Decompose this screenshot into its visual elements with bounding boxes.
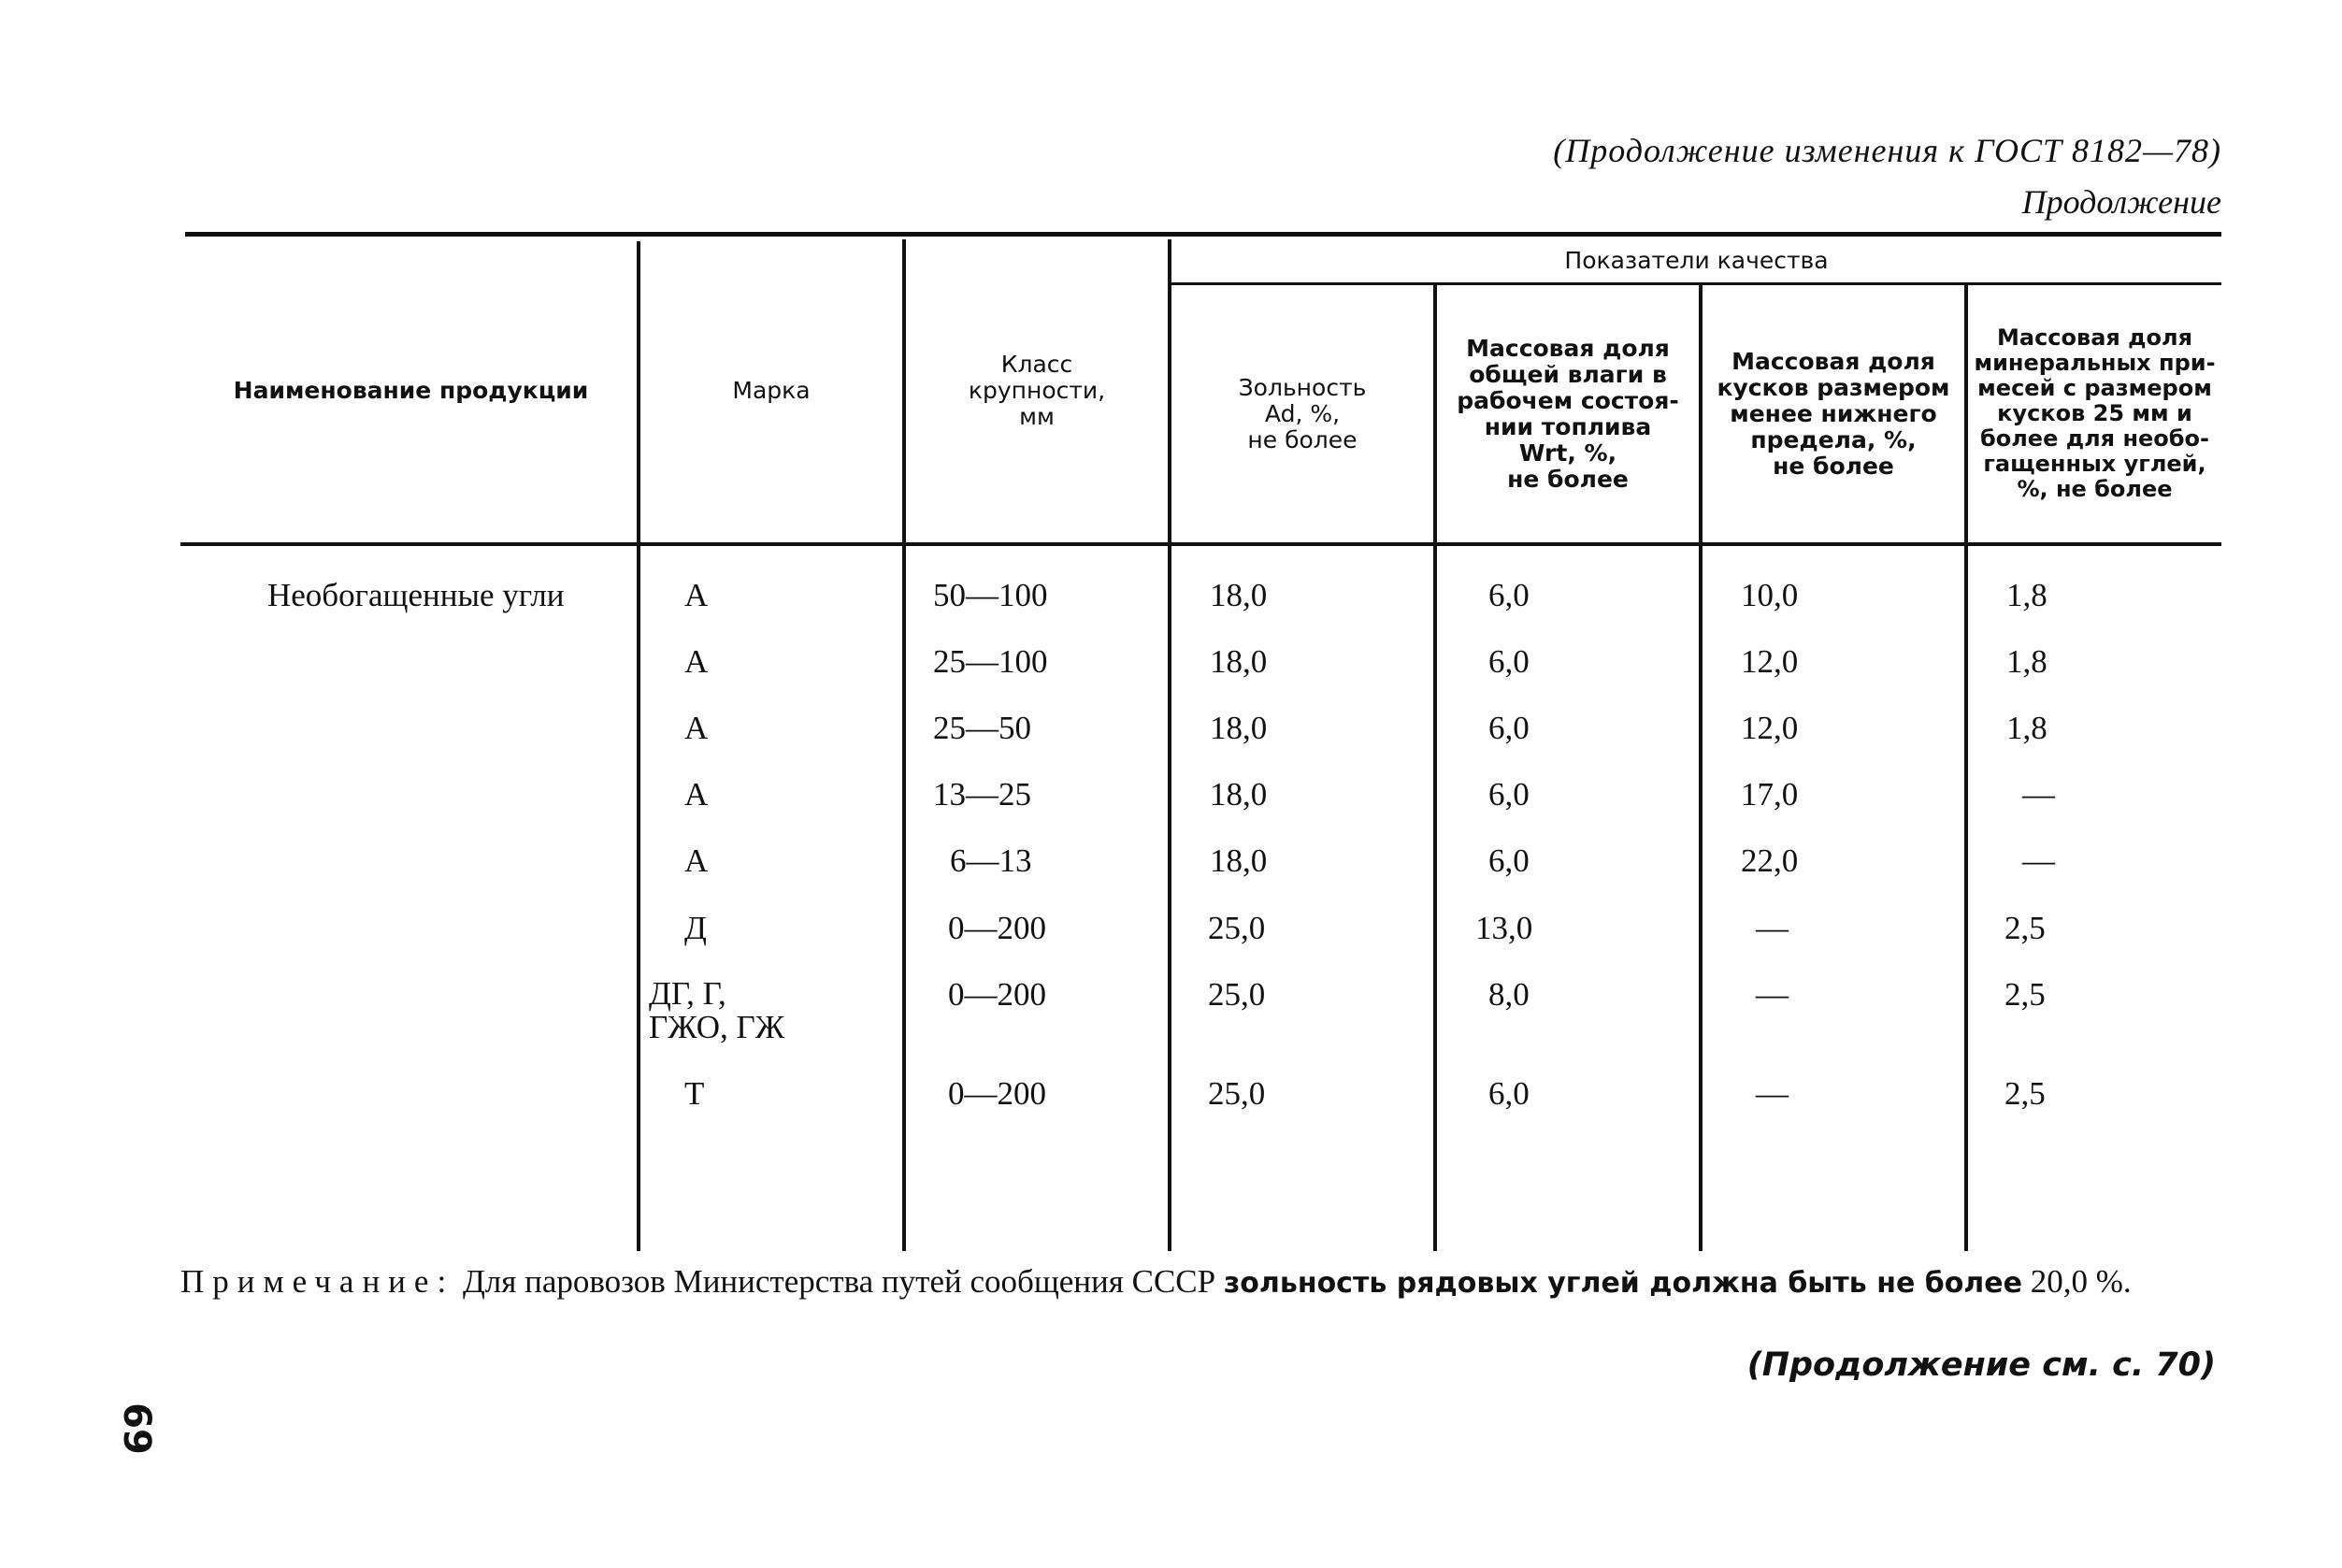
undersize: 12,0: [1741, 643, 1799, 680]
moisture: 6,0: [1488, 577, 1530, 613]
impurities: —: [2022, 842, 2055, 879]
ash: 18,0: [1210, 842, 1268, 879]
ash: 18,0: [1210, 577, 1268, 613]
undersize: —: [1756, 976, 1789, 1013]
header-moisture: Массовая доля общей влаги в рабочем состоя- нии топлива Wrt, %, не более: [1457, 334, 1679, 493]
continuation-next: (Продолжение см. с. 70): [1746, 1346, 2216, 1384]
impurities: 1,8: [2006, 710, 2047, 746]
note-text-bold: зольность рядовых углей должна быть не более: [1223, 1267, 2022, 1300]
impurities: 2,5: [2004, 976, 2046, 1013]
header-bottom-rule: [180, 542, 2221, 546]
impurities: 2,5: [2004, 910, 2046, 946]
header-mark: Марка: [732, 377, 811, 404]
ash: 18,0: [1210, 776, 1268, 813]
page-number: 69: [114, 1403, 158, 1455]
impurities: —: [2022, 776, 2055, 813]
product-name: Необогащенные угли: [267, 577, 565, 613]
mark: А: [684, 643, 709, 680]
size-class: 6—13: [950, 842, 1032, 879]
size-class: 13—25: [933, 776, 1031, 813]
mark: Т: [684, 1075, 705, 1112]
impurities: 2,5: [2004, 1075, 2046, 1112]
ash: 18,0: [1210, 643, 1268, 680]
undersize: 12,0: [1741, 710, 1799, 746]
undersize: 17,0: [1741, 776, 1799, 813]
size-class: 25—100: [933, 643, 1048, 680]
size-class: 25—50: [933, 710, 1031, 746]
undersize: —: [1756, 1075, 1789, 1112]
note-label: Примечание:: [180, 1263, 455, 1300]
moisture: 13,0: [1475, 910, 1533, 946]
undersize: —: [1756, 910, 1789, 946]
moisture: 6,0: [1488, 1075, 1530, 1112]
mark: Д: [684, 910, 707, 946]
size-class: 0—200: [948, 1075, 1046, 1112]
moisture: 6,0: [1488, 710, 1530, 746]
moisture: 8,0: [1488, 976, 1530, 1013]
moisture: 6,0: [1488, 842, 1530, 879]
header-ash: Зольность Ad, %, не более: [1238, 373, 1367, 453]
size-class: 0—200: [948, 976, 1046, 1013]
mark: А: [684, 842, 709, 879]
ash: 25,0: [1208, 976, 1266, 1013]
size-class: 0—200: [948, 910, 1046, 946]
header-quality-group: Показатели качества: [1564, 247, 1829, 274]
undersize: 10,0: [1741, 577, 1799, 613]
ash: 25,0: [1208, 1075, 1266, 1112]
mark: А: [684, 710, 709, 746]
moisture: 6,0: [1488, 776, 1530, 813]
header-undersize: Массовая доля кусков размером менее нижнего предела, %, не более: [1717, 347, 1950, 480]
impurities: 1,8: [2006, 643, 2047, 680]
ash: 18,0: [1210, 710, 1268, 746]
moisture: 6,0: [1488, 643, 1530, 680]
continuation-title: (Продолжение изменения к ГОСТ 8182—78): [1553, 132, 2221, 169]
table-top-rule: [185, 232, 2221, 237]
continuation-subtitle: Продолжение: [2021, 183, 2221, 221]
header-product-name: Наименование продукции: [233, 377, 589, 404]
size-class: 50—100: [933, 577, 1048, 613]
header-size-class: Класс крупности, мм: [968, 351, 1106, 430]
table-note: [180, 1262, 2221, 1303]
header-impurities: Массовая доля минеральных при- месей с размером кусков 25 мм и более для необо- гащенных углей, %, не более: [1974, 324, 2216, 502]
impurities: 1,8: [2006, 577, 2047, 613]
mark: А: [684, 577, 709, 613]
mark: А: [684, 776, 709, 813]
ash: 25,0: [1208, 910, 1266, 946]
note-text-regular: Для паровозов Министерства путей сообщения СССР: [462, 1263, 1216, 1300]
note-text-end: 20,0 %.: [2030, 1263, 2132, 1300]
undersize: 22,0: [1741, 842, 1799, 879]
mark: ДГ, Г, ГЖО, ГЖ: [649, 975, 785, 1045]
